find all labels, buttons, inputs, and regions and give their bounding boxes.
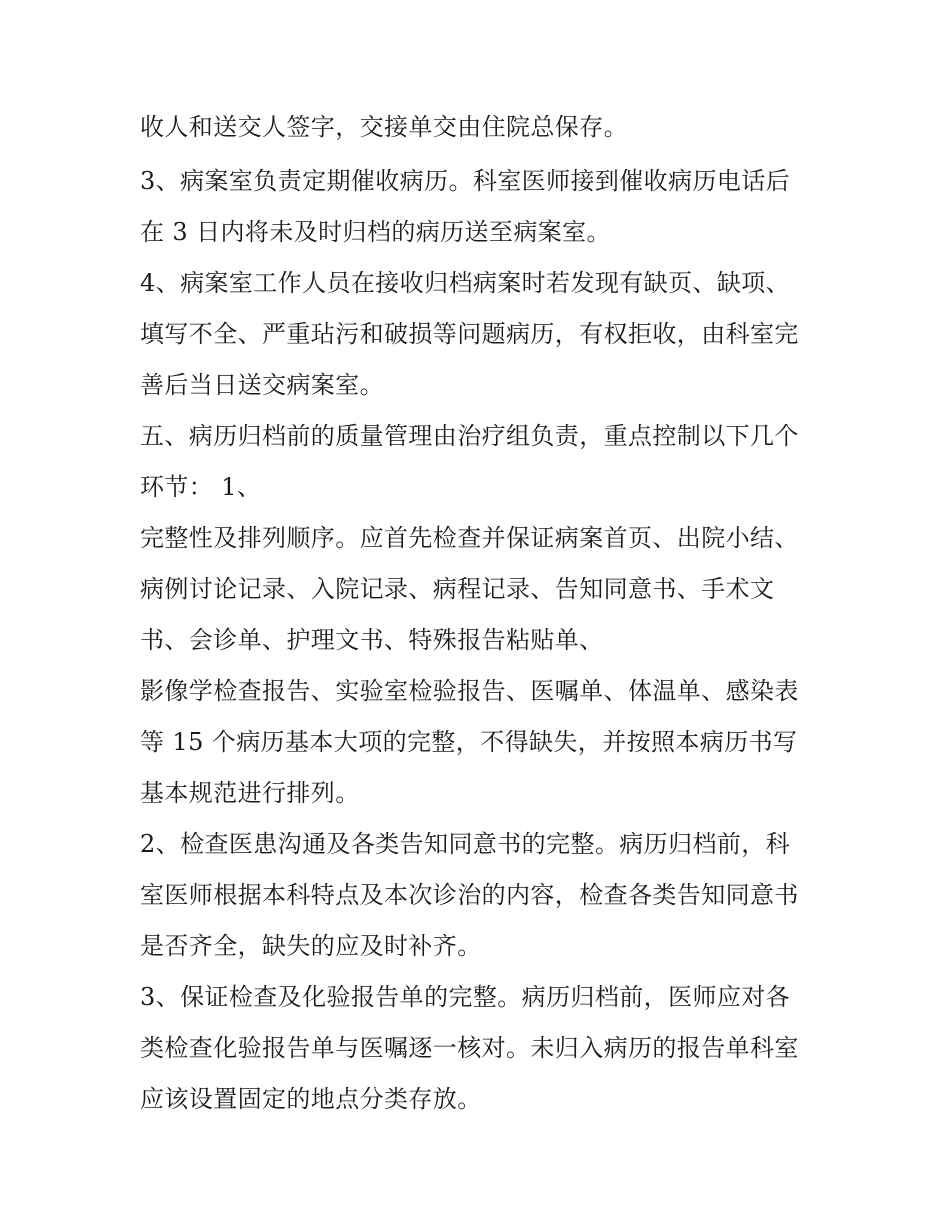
text-line: 应该设置固定的地点分类存放。 bbox=[140, 1085, 482, 1113]
text-line: 是否齐全，缺失的应及时补齐。 bbox=[140, 932, 482, 960]
text-line: 3、病案室负责定期催收病历。科室医师接到催收病历电话后 bbox=[140, 167, 791, 195]
text-line: 基本规范进行排列。 bbox=[140, 779, 360, 807]
text-line: 书、会诊单、护理文书、特殊报告粘贴单、 bbox=[140, 626, 604, 654]
text-line: 环节： 1、 bbox=[140, 473, 262, 501]
text-line: 在 3 日内将未及时归档的病历送至病案室。 bbox=[140, 218, 611, 246]
text-line: 病例讨论记录、入院记录、病程记录、告知同意书、手术文 bbox=[140, 575, 775, 603]
text-line: 等 15 个病历基本大项的完整，不得缺失，并按照本病历书写 bbox=[140, 728, 798, 756]
text-line: 善后当日送交病案室。 bbox=[140, 371, 384, 399]
text-line: 完整性及排列顺序。应首先检查并保证病案首页、出院小结、 bbox=[140, 524, 799, 552]
text-line: 室医师根据本科特点及本次诊治的内容，检查各类告知同意书 bbox=[140, 881, 799, 909]
text-line: 收人和送交人签字，交接单交由住院总保存。 bbox=[140, 113, 628, 141]
text-line: 影像学检查报告、实验室检验报告、医嘱单、体温单、感染表 bbox=[140, 677, 799, 705]
text-line: 填写不全、严重玷污和破损等问题病历，有权拒收，由科室完 bbox=[140, 320, 799, 348]
text-line: 五、病历归档前的质量管理由治疗组负责，重点控制以下几个 bbox=[140, 422, 799, 450]
text-line: 类检查化验报告单与医嘱逐一核对。未归入病历的报告单科室 bbox=[140, 1034, 799, 1062]
text-line: 3、保证检查及化验报告单的完整。病历归档前，医师应对各 bbox=[140, 983, 791, 1011]
text-line: 2、检查医患沟通及各类告知同意书的完整。病历归档前，科 bbox=[140, 830, 791, 858]
text-line: 4、病案室工作人员在接收归档病案时若发现有缺页、缺项、 bbox=[140, 269, 791, 297]
